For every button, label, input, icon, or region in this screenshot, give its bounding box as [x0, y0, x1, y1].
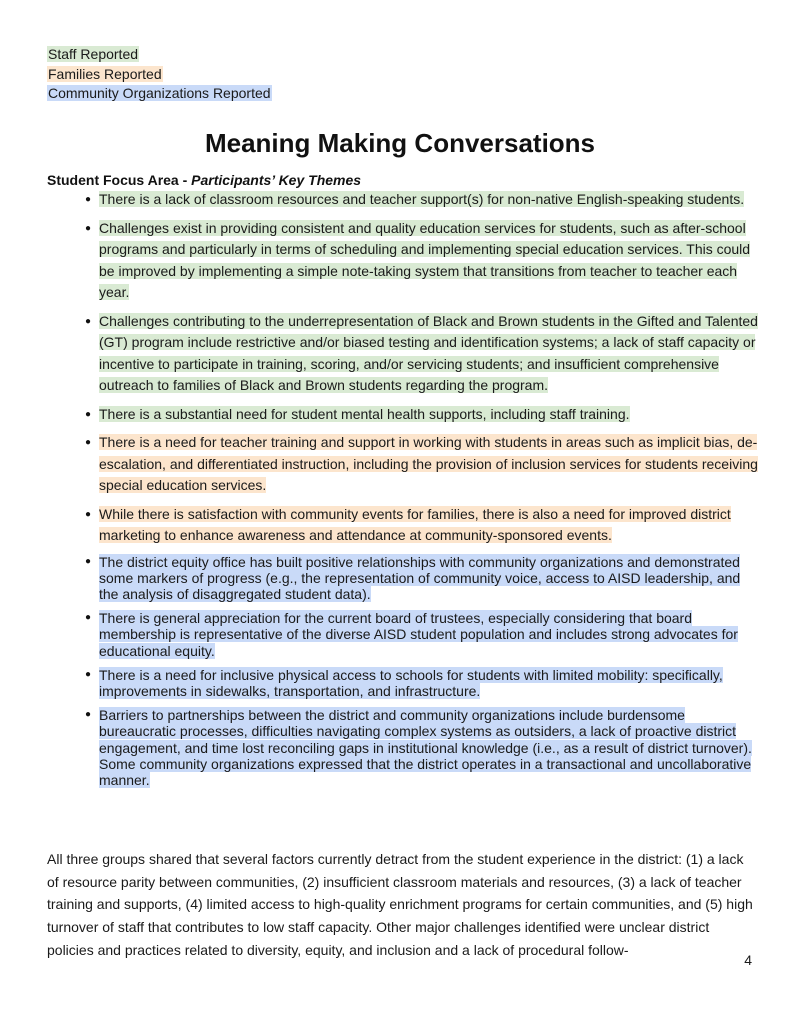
focus-area-label: Student Focus Area - — [47, 172, 192, 188]
theme-text: There is a substantial need for student mental health supports, including staff training. — [99, 405, 630, 422]
theme-text: There is a lack of classroom resources and teacher support(s) for non-native English-speaking students. — [99, 191, 745, 207]
color-legend — [47, 45, 272, 104]
page-number: 4 — [744, 952, 752, 968]
theme-item — [80, 707, 760, 788]
theme-text: The district equity office has built positive relationships with community organizations and demonstrated some markers of progress (e.g., the representation of community voice, access to AISD leadership, and the analysis of disaggregated student data). — [99, 553, 741, 602]
theme-text: There is general appreciation for the current board of trustees, especially considering that board membership is representative of the diverse AISD student population and includes strong advocates for educational equity. — [99, 610, 738, 659]
legend-staff: Staff Reported — [48, 46, 139, 62]
theme-text: Barriers to partnerships between the district and community organizations include burdensome bureaucratic processes, difficulties navigating complex systems as outsiders, a lack of proactive district engagement, and time lost reconciling gaps in institutional knowledge (i.e., as a result of district turnover). Some community organizations expressed that the district operates in a transactional and uncollaborative manner. — [99, 707, 752, 788]
theme-item — [80, 189, 760, 211]
theme-item — [80, 404, 760, 426]
focus-area-heading — [47, 172, 361, 188]
theme-item — [80, 504, 760, 547]
theme-item — [80, 610, 760, 659]
summary-paragraph: All three groups shared that several factors currently detract from the student experience in the district: (1) a lack of resource parity between communities, (2) insufficient classroom materials and resources, (3) a lack of teacher training and supports, (4) limited access to high-quality enrichment programs for certain communities, and (5) high turnover of staff that contributes to low staff capacity. Other major challenges identified were unclear district policies and practices related to diversity, equity, and inclusion and a lack of procedural follow- — [47, 851, 753, 958]
theme-text: Challenges contributing to the underrepresentation of Black and Brown students in the Gifted and Talented (GT) program include restrictive and/or biased testing and identification systems; a lack of staff capacity or incentive to participate in training, scoring, and/or servicing students; and insufficient comprehensive outreach to families of Black and Brown students regarding the program. — [99, 312, 758, 393]
legend-families: Families Reported — [48, 65, 162, 82]
theme-text: Challenges exist in providing consistent and quality education services for students, such as after-school programs and particularly in terms of scheduling and implementing special education services. This could be improved by implementing a simple note-taking system that transitions from teacher to teacher each year. — [99, 219, 751, 300]
theme-item — [80, 311, 760, 397]
theme-text: While there is satisfaction with community events for families, there is also a need for improved district marketing to enhance awareness and attendance at community-sponsored events. — [99, 505, 731, 543]
theme-item — [80, 554, 760, 603]
focus-area-subtitle: Participants’ Key Themes — [191, 172, 362, 188]
legend-community: Community Organizations Reported — [48, 85, 271, 101]
key-themes-list — [80, 189, 760, 796]
theme-text: There is a need for teacher training and support in working with students in areas such as implicit bias, de-escalation, and differentiated instruction, including the provision of inclusion services for students receiving special education services. — [99, 434, 758, 493]
theme-item — [80, 432, 760, 497]
theme-item — [80, 218, 760, 304]
theme-text: There is a need for inclusive physical access to schools for students with limited mobility: specifically, improvements in sidewalks, transportation, and infrastructure. — [99, 666, 723, 699]
theme-item — [80, 667, 760, 699]
page-title: Meaning Making Conversations — [204, 128, 596, 158]
